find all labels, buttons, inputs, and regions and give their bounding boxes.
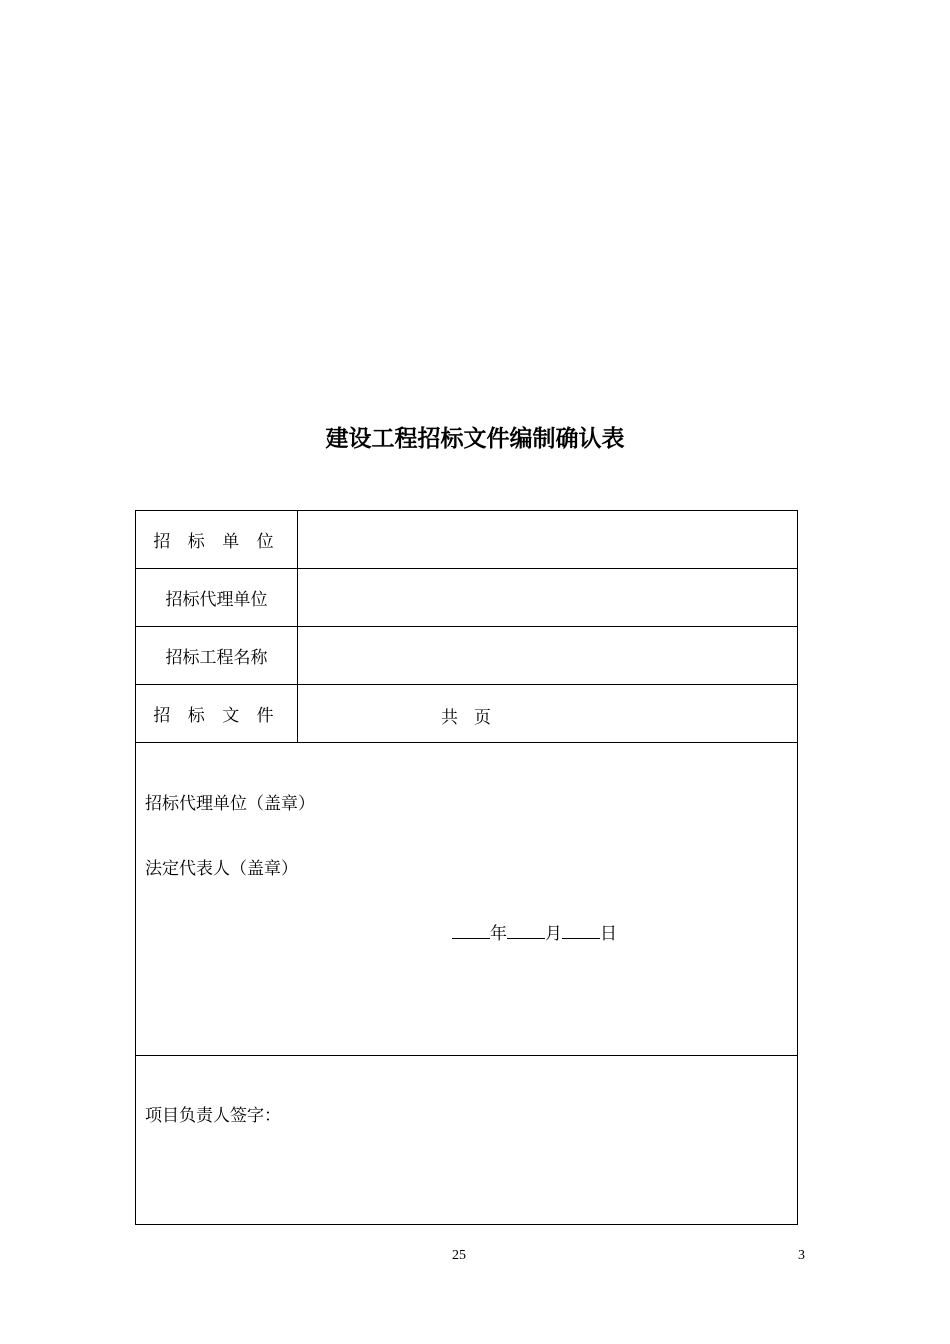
project-name-label: 招标工程名称: [136, 627, 298, 685]
leader-signature-label: 项目负责人签字：: [145, 1106, 281, 1126]
date-line: [452, 919, 617, 944]
leader-signature-cell[interactable]: [136, 1056, 798, 1225]
day-label: 日: [600, 924, 617, 944]
bidder-value-field[interactable]: [298, 511, 798, 569]
table-row-project-name: [136, 627, 798, 685]
table-row-bidder: [136, 511, 798, 569]
month-blank[interactable]: [507, 924, 545, 939]
year-label: 年: [490, 924, 507, 944]
page-title: 建设工程招标文件编制确认表: [325, 426, 625, 452]
month-label: 月: [545, 924, 562, 944]
signature-cell[interactable]: [136, 743, 798, 1056]
table-row-leader: [136, 1056, 798, 1225]
table-row-signature: [136, 743, 798, 1056]
pages-unit-label: 页: [474, 708, 491, 728]
project-name-value-field[interactable]: [298, 627, 798, 685]
confirmation-table: [135, 510, 798, 1225]
agency-seal-label: 招标代理单位（盖章）: [145, 794, 315, 814]
pages-total-label: 共: [441, 708, 458, 728]
bidder-label: 招 标 单 位: [136, 511, 298, 569]
year-blank[interactable]: [452, 924, 490, 939]
agency-label: 招标代理单位: [136, 569, 298, 627]
document-label: 招 标 文 件: [136, 685, 298, 743]
table-row-agency: [136, 569, 798, 627]
document-pages-field[interactable]: [298, 685, 798, 743]
page-number: 25: [452, 1248, 466, 1263]
document-pages-text: [441, 703, 491, 728]
agency-value-field[interactable]: [298, 569, 798, 627]
day-blank[interactable]: [562, 924, 600, 939]
page-right-number: 3: [798, 1248, 805, 1263]
table-row-document: [136, 685, 798, 743]
legal-rep-seal-label: 法定代表人（盖章）: [145, 859, 298, 879]
